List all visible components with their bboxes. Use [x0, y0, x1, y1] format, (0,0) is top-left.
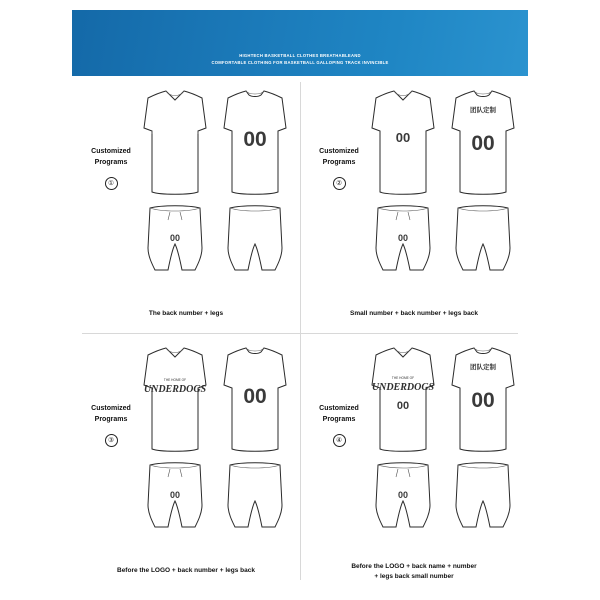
option-1-number: ① — [105, 177, 118, 190]
option-1-garments — [138, 84, 294, 294]
option-2-caption: Small number + back number + legs back — [350, 310, 478, 317]
option-1-label-line1: Customized — [91, 148, 131, 155]
option-3-garments — [138, 341, 294, 551]
option-2-label — [310, 146, 368, 190]
option-1-back-number: 00 — [243, 128, 267, 151]
option-3-caption: Before the LOGO + back number + legs back — [117, 567, 255, 574]
option-3-label-line1: Customized — [91, 405, 131, 412]
option-1-shorts-number: 00 — [169, 233, 181, 243]
option-3-back-number: 00 — [243, 385, 267, 408]
option-4-number: ④ — [333, 434, 346, 447]
option-4-back-name: 团队定制 — [470, 363, 496, 371]
option-2-number: ② — [333, 177, 346, 190]
option-3-logo-top: THE HOME OF — [163, 378, 187, 382]
option-panel-4 — [300, 333, 528, 590]
header-banner — [72, 10, 528, 76]
option-panel-2 — [300, 76, 528, 333]
option-4-logo-main: UNDERDOGS — [371, 382, 435, 393]
option-panel-3 — [72, 333, 300, 590]
option-panel-1 — [72, 76, 300, 333]
option-2-shorts-number: 00 — [397, 233, 409, 243]
option-1-front — [138, 84, 212, 294]
option-4-garments — [366, 341, 522, 551]
option-1-label — [82, 146, 140, 190]
option-4-caption-line1: Before the LOGO + back name + number — [351, 563, 477, 570]
option-4-caption — [306, 562, 522, 582]
option-3-label — [82, 403, 140, 447]
option-2-garments — [366, 84, 522, 294]
option-3-label-line2: Programs — [94, 416, 128, 423]
option-4-shorts-number: 00 — [397, 490, 409, 500]
banner-line-1: HIGHTECH BASKETBALL CLOTHES BREATHABLEAND — [239, 53, 361, 58]
option-4-label-line2: Programs — [322, 416, 356, 423]
option-3-front — [138, 341, 212, 551]
option-3-number: ③ — [105, 434, 118, 447]
option-4-front — [366, 341, 440, 551]
option-2-label-line1: Customized — [319, 148, 359, 155]
option-2-back-name: 团队定制 — [470, 106, 496, 114]
option-4-logo-top: THE HOME OF — [391, 376, 415, 380]
option-1-label-line2: Programs — [94, 159, 128, 166]
option-1-back — [218, 84, 292, 294]
option-3-shorts-number: 00 — [169, 490, 181, 500]
banner-line-2: COMFORTABLE CLOTHING FOR BASKETBALL GALLOPING TRACK INVINCIBLE — [211, 60, 389, 65]
option-2-back — [446, 84, 520, 294]
option-4-front-number: 00 — [396, 400, 410, 412]
option-2-label-line2: Programs — [322, 159, 356, 166]
banner-text — [72, 52, 528, 66]
option-2-front-number: 00 — [395, 130, 411, 145]
option-4-back-number: 00 — [471, 389, 495, 412]
option-3-logo-main: UNDERDOGS — [143, 384, 207, 395]
options-grid — [72, 76, 528, 590]
option-4-back — [446, 341, 520, 551]
option-1-caption: The back number + legs — [148, 310, 224, 317]
option-2-back-number: 00 — [471, 132, 495, 155]
option-2-front — [366, 84, 440, 294]
option-4-caption-line2: + legs back small number — [374, 573, 454, 580]
option-3-back — [218, 341, 292, 551]
option-4-label-line1: Customized — [319, 405, 359, 412]
option-4-label — [310, 403, 368, 447]
